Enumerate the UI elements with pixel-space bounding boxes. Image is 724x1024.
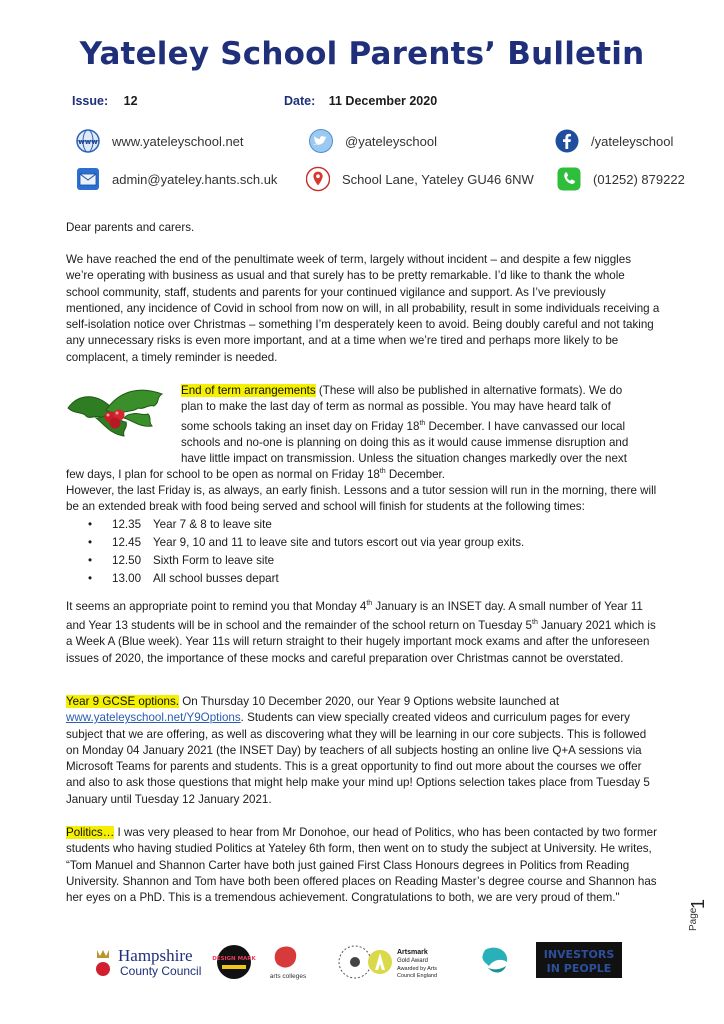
footer-logos (90, 940, 630, 984)
politics-heading: Politics… (66, 826, 115, 839)
contact-address (306, 167, 534, 191)
bulletin-title: Yateley School Parents’ Bulletin (79, 36, 645, 72)
svg-text:INVESTORS: INVESTORS (543, 948, 615, 961)
website-link[interactable]: www.yateleyschool.net (112, 133, 244, 149)
eot-block-top: End of term arrangements (These will also be published in alternative formats). We do plan to make the last day of term as normal as possible. You may have heard talk of some schools taking an inset day on Friday 18th December. I have canvassed our local schools and no-one is planning on doing this as it would cause immense disruption and have little impact on transmission. Unless the situation changes markedly over the next (181, 384, 629, 466)
svg-text:Council England: Council England (397, 973, 438, 979)
partner-emblem-logo (482, 948, 507, 973)
arts-council-logo (339, 946, 392, 978)
issue-info (72, 94, 138, 108)
svg-text:www: www (78, 138, 98, 146)
issue-value: 12 (123, 94, 138, 108)
svg-text:Page: Page (688, 907, 699, 931)
list-item: • 13.00 All school busses depart (66, 570, 660, 588)
letter-greeting: Dear parents and carers. (66, 221, 195, 234)
twitter-icon (309, 129, 333, 153)
date-info (284, 94, 437, 108)
list-item: • 12.50 Sixth Form to leave site (66, 552, 660, 570)
arts-colleges-logo (270, 946, 307, 980)
date-label: Date: (284, 94, 316, 108)
y9-options-paragraph: Year 9 GCSE options. On Thursday 10 December 2020, our Year 9 Options website launched at www.yateleyschool.net/Y9Options. Students can view specially created videos and curriculum pages for every subject that we are offering, as well as discovering what they will be learning in our core subjects. This is followed on Monday 04 January 2021 (the INSET Day) by teachers of all subjects hosting an online live Q+A sessions via Microsoft Teams for parents and students. This is a great opportunity to find out more about the courses we offer and also to ask those questions that might help make your mind up! Options selection takes place from Tuesday 5 January until Tuesday 12 January 2021. (66, 695, 650, 806)
svg-text:Hampshire: Hampshire (118, 946, 193, 965)
eot-block-bottom: few days, I plan for school to be open as normal on Friday 18th December. However, the last Friday is, as always, an early finish. Lessons and a tutor session will run in the morning, there will be an extended break with food being served and school will finish for students at the following times: • 12.35 Year 7 & 8 to leave site • 12.45 Year 9, 10 and 11 to leave site and tutors escort out via year group exits. • 12.50 Sixth Form to leave site • 13.00 All school busses depart (66, 464, 660, 588)
svg-text:County Council: County Council (120, 964, 202, 978)
svg-text:IN PEOPLE: IN PEOPLE (546, 962, 612, 975)
globe-icon (76, 129, 100, 153)
issue-label: Issue: (72, 94, 109, 108)
svg-text:Awarded by Arts: Awarded by Arts (397, 966, 437, 972)
finish-times-list (66, 516, 660, 588)
y9-heading: Year 9 GCSE options. (66, 695, 179, 708)
mail-icon (76, 167, 100, 191)
email-address[interactable]: admin@yateley.hants.sch.uk (112, 171, 278, 187)
list-item: • 12.35 Year 7 & 8 to leave site (66, 516, 660, 534)
contact-facebook (555, 129, 673, 153)
list-item: • 12.45 Year 9, 10 and 11 to leave site and tutors escort out via year group exits. (66, 534, 660, 552)
contact-phone (557, 167, 685, 191)
svg-text:DESIGN MARK: DESIGN MARK (212, 956, 256, 962)
facebook-icon (555, 129, 579, 153)
intro-paragraph: We have reached the end of the penultimate week of term, largely without incident – and despite a few niggles we’re operating with business as usual and that surely has to be pretty remarkable. I’d like to thank the whole school community, staff, students and parents for your continued vigilance and support. As I’ve previously mentioned, any incidence of Covid in school from now on will, in all probability, result in some individuals receiving a self-isolation notice over Christmas – something I’m desperately keen to avoid. Being doubly careful and not taking any unnecessary risks is even more important, and at a time when we’re tired and perhaps more likely to be complacent, a timely reminder is needed. (66, 253, 660, 364)
facebook-handle[interactable]: /yateleyschool (591, 133, 674, 149)
phone-icon (557, 167, 581, 191)
politics-paragraph: Politics… I was very pleased to hear from Mr Donohoe, our head of Politics, who has been contacted by two former students who having studied Politics at Yateley 6th form, then went on to study the subject at University. He writes, “Tom Manuel and Shannon Carter have both just gained First Class Honours degrees in Politics from Reading University. Shannon and Tom have both been offered places on Reading Master’s degree course and Shannon has her eyes on a PhD. This is a tremendous achievement. Congratulations to both, we are very proud of them." (66, 826, 657, 905)
svg-text:1: 1 (688, 898, 708, 909)
contact-twitter (309, 129, 437, 153)
page-number (680, 895, 716, 935)
investors-in-people-logo (536, 942, 622, 978)
y9-options-link[interactable]: www.yateleyschool.net/Y9Options (66, 711, 241, 725)
svg-text:Gold Award: Gold Award (397, 958, 428, 964)
hampshire-logo (96, 946, 201, 978)
date-value: 11 December 2020 (328, 94, 438, 108)
address-text: School Lane, Yateley GU46 6NW (342, 171, 534, 187)
twitter-handle[interactable]: @yateleyschool (345, 133, 437, 149)
location-pin-icon (306, 167, 330, 191)
eot-heading: End of term arrangements (181, 384, 316, 397)
inset-paragraph: It seems an appropriate point to remind you that Monday 4th January is an INSET day. A small number of Year 11 and Year 13 students will be in school and the remainder of the school return on Tuesday 5th January 2021 which is a Week A (Blue week). Year 11s will return straight to their hugely important mock exams and after the unforeseen issues of 2020, the importance of these mocks and careful preparation over Christmas cannot be overstated. (66, 599, 656, 665)
holly-image (66, 384, 166, 438)
svg-text:Artsmark: Artsmark (397, 949, 428, 956)
phone-number[interactable]: (01252) 879222 (593, 171, 685, 187)
design-mark-logo (212, 945, 256, 979)
svg-text:arts colleges: arts colleges (269, 973, 307, 980)
contact-email (76, 167, 277, 191)
artsmark-logo (397, 949, 437, 979)
contact-website (76, 129, 244, 153)
